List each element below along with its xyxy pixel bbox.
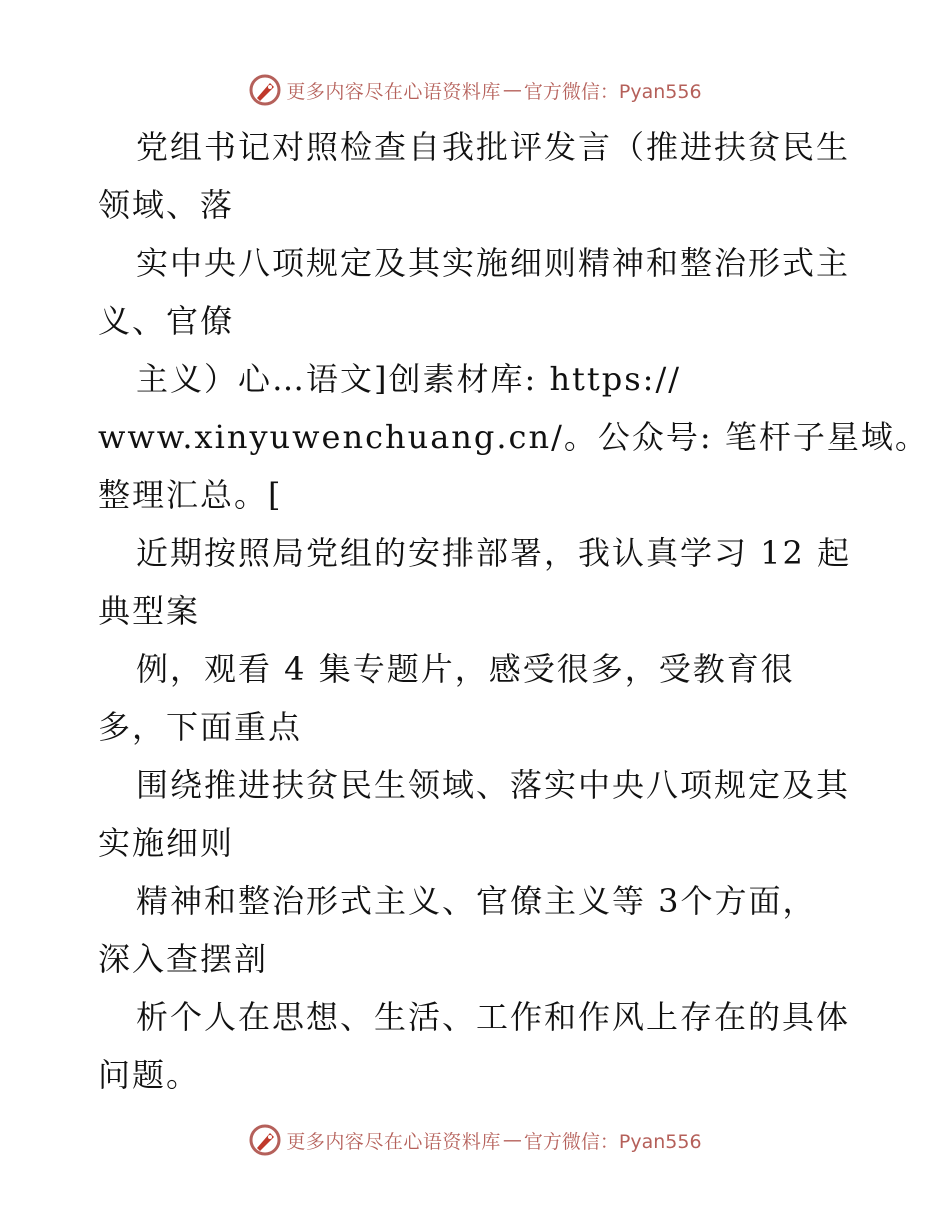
- document-line: 析个人在思想、生活、工作和作风上存在的具体: [136, 998, 851, 1036]
- watermark-wechat: 官方微信：Pyan556: [523, 80, 702, 103]
- document-line: 近期按照局党组的安排部署，我认真学习 12 起: [136, 534, 852, 572]
- document-line: 实中央八项规定及其实施细则精神和整治形式主: [136, 244, 851, 282]
- document-body: [98, 118, 929, 1104]
- document-line: 党组书记对照检查自我批评发言（推进扶贫民生: [136, 128, 851, 166]
- document-line: 例，观看 4 集专题片，感受很多，受教育很: [136, 650, 795, 688]
- footer-watermark: [0, 1120, 950, 1160]
- document-line: 整理汇总。[: [98, 476, 283, 514]
- watermark-separator: —: [502, 79, 522, 101]
- watermark-text: 更多内容尽在心语资料库: [286, 80, 501, 103]
- document-line: www.xinyuwenchuang.cn/。公众号: 笔杆子星域。: [98, 418, 929, 456]
- document-line: 问题。: [98, 1056, 201, 1094]
- pen-nib-logo-icon: [248, 1123, 282, 1157]
- document-line: 义、官僚: [98, 302, 235, 340]
- pen-nib-logo-icon: [248, 73, 282, 107]
- header-watermark: [0, 70, 950, 110]
- document-line: 围绕推进扶贫民生领域、落实中央八项规定及其: [136, 766, 851, 804]
- document-line: 精神和整治形式主义、官僚主义等 3个方面，: [136, 882, 817, 920]
- document-line: 主义）心…语文]创素材库: https://: [136, 360, 682, 398]
- document-line: 深入查摆剖: [98, 940, 269, 978]
- watermark-text: 更多内容尽在心语资料库: [286, 1130, 501, 1153]
- document-line: 实施细则: [98, 824, 235, 862]
- watermark-wechat: 官方微信：Pyan556: [523, 1130, 702, 1153]
- document-line: 典型案: [98, 592, 201, 630]
- document-line: 多，下面重点: [98, 708, 303, 746]
- watermark-separator: —: [502, 1129, 522, 1151]
- document-line: 领域、落: [98, 186, 235, 224]
